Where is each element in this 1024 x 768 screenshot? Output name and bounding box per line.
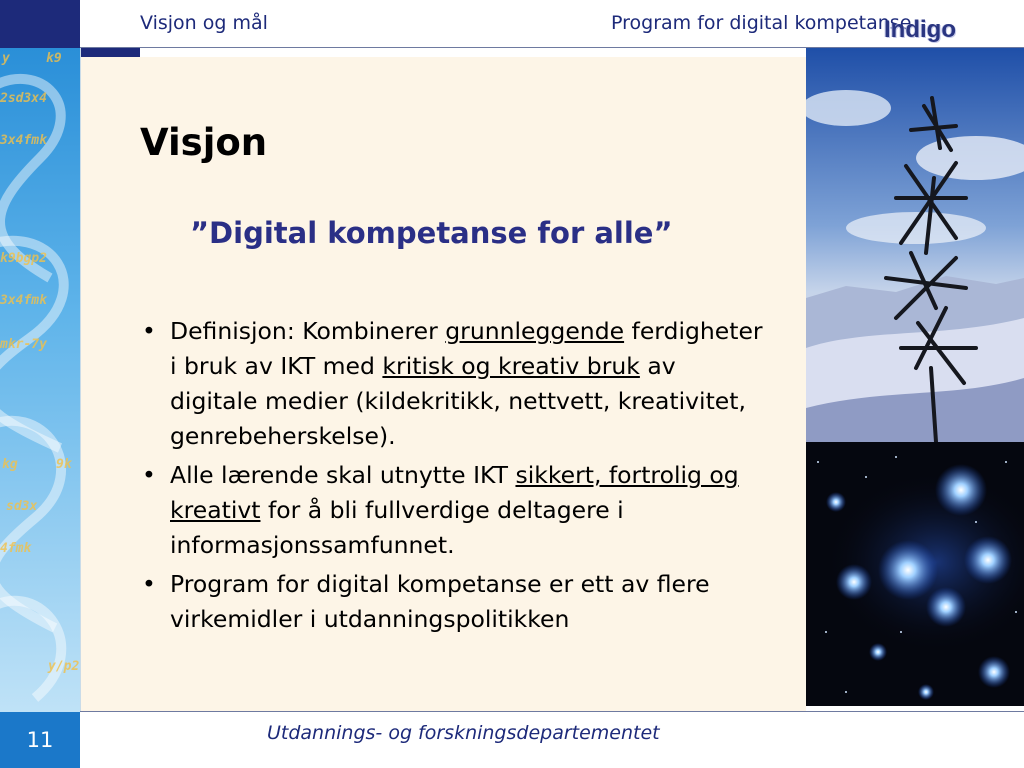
slide-title: Visjon — [140, 121, 268, 164]
swirl-pattern-graphic — [0, 48, 80, 712]
bullet-dot-icon: • — [142, 461, 156, 489]
svg-text:2sd3x4: 2sd3x4 — [0, 91, 47, 106]
bullet-dot-icon: • — [142, 317, 156, 345]
svg-text:y/p2: y/p2 — [48, 659, 80, 674]
svg-text:9k: 9k — [56, 457, 72, 472]
slide-quote: ”Digital kompetanse for alle” — [190, 216, 673, 250]
svg-text:sd3x: sd3x — [6, 499, 38, 514]
footer-department: Utdannings- og forskningsdepartementet — [267, 722, 660, 744]
bullet-text: Program for digital kompetanse er ett av flere virkemidler i utdanningspolitikken — [170, 570, 710, 633]
header-section-title: Visjon og mål — [140, 12, 268, 34]
header-program-title: Program for digital kompetanse — [611, 12, 912, 34]
bullet-item — [140, 458, 770, 563]
bullet-text: Alle lærende skal utnytte IKT — [170, 461, 516, 489]
bullet-emphasis-text: sikkert, fortrolig og kreativt — [170, 461, 739, 524]
svg-text:kg: kg — [2, 457, 18, 472]
bullet-dot-icon: • — [142, 570, 156, 598]
bullet-text: ferdigheter i bruk av IKT med — [170, 317, 763, 380]
bullet-list — [140, 314, 770, 641]
bullet-text: Definisjon: Kombinerer — [170, 317, 446, 345]
svg-text:mkr-7y: mkr-7y — [0, 337, 47, 352]
bullet-emphasis-text: kritisk og kreativ bruk — [382, 352, 640, 380]
svg-text:3x4fmk: 3x4fmk — [0, 293, 47, 308]
svg-text:y: y — [2, 51, 10, 66]
svg-text:3x4fmk: 3x4fmk — [0, 133, 47, 148]
svg-text:k9: k9 — [46, 51, 62, 66]
svg-text:4fmk: 4fmk — [0, 541, 32, 556]
bullet-emphasis-text: grunnleggende — [445, 317, 625, 345]
bullet-item — [140, 567, 770, 637]
page-number: 11 — [0, 712, 80, 768]
decorative-side-strip — [0, 48, 81, 712]
header-accent-bar — [80, 48, 140, 57]
star-cluster-image — [806, 442, 1024, 706]
indigo-logo: Indigo — [884, 16, 956, 43]
footer-divider — [80, 711, 1024, 712]
bullet-item — [140, 314, 770, 454]
bullet-text: for å bli fullverdige deltagere i informasjonssamfunnet. — [170, 496, 624, 559]
header-corner-block — [0, 0, 80, 48]
svg-text:k9bgp2: k9bgp2 — [0, 251, 47, 266]
starfish-sculpture-image — [806, 48, 1024, 442]
bullet-text: av digitale medier (kildekritikk, nettvett, kreativitet, genrebeherskelse). — [170, 352, 746, 450]
